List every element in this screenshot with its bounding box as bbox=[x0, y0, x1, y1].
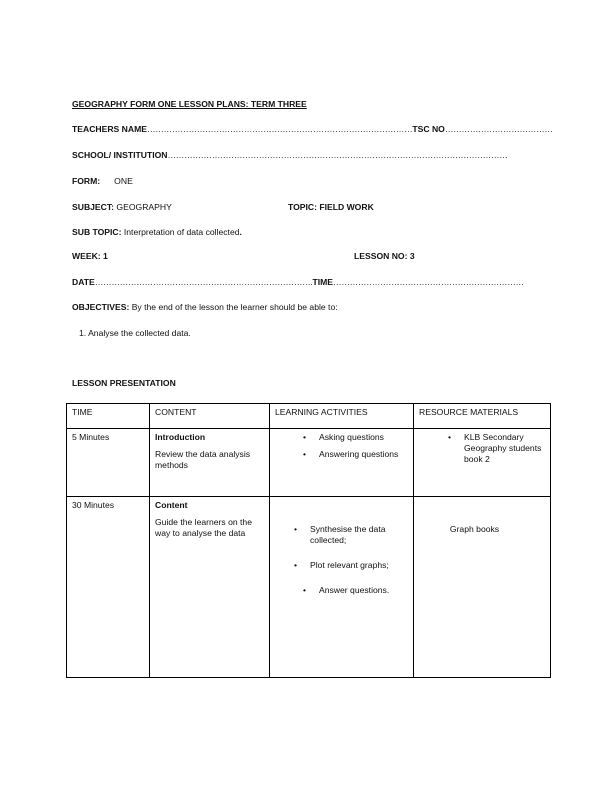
subject-line: SUBJECT: GEOGRAPHY bbox=[72, 202, 172, 212]
date-time-line: DATE…………………………………………………………………….TIME…………………………………………………………… bbox=[72, 277, 524, 287]
resources-cell bbox=[414, 429, 551, 497]
list-item: • Synthesise the data collected; bbox=[310, 524, 408, 546]
table-row bbox=[67, 497, 551, 678]
activities-cell bbox=[270, 429, 414, 497]
header-cell: RESOURCE MATERIALS bbox=[414, 404, 551, 429]
presentation-heading: LESSON PRESENTATION bbox=[72, 378, 176, 388]
list-item: • KLB Secondary Geography students book 2 bbox=[464, 432, 542, 465]
objective-item: 1. Analyse the collected data. bbox=[79, 328, 191, 338]
list-item: • Answering questions bbox=[319, 449, 408, 460]
lesson-table bbox=[66, 403, 551, 678]
table-row bbox=[67, 429, 551, 497]
objectives-line: OBJECTIVES: By the end of the lesson the learner should be able to: bbox=[72, 302, 338, 312]
subtopic-line: SUB TOPIC: Interpretation of data collected. bbox=[72, 227, 242, 237]
header-cell: TIME bbox=[67, 404, 150, 429]
list-item: • Plot relevant graphs; bbox=[310, 560, 408, 571]
document-title: GEOGRAPHY FORM ONE LESSON PLANS: TERM THREE bbox=[72, 99, 307, 109]
list-item: • Answer questions. bbox=[319, 585, 408, 596]
header-cell: CONTENT bbox=[150, 404, 270, 429]
list-item: • Asking questions bbox=[319, 432, 408, 443]
form-line: FORM: ONE bbox=[72, 176, 133, 186]
header-cell: LEARNING ACTIVITIES bbox=[270, 404, 414, 429]
teachers-name-line: TEACHERS NAME……………………………………………………………………………………TSC NO………………………………… bbox=[72, 124, 553, 134]
content-cell: Content Guide the learners on the way to analyse the data bbox=[150, 497, 270, 678]
week: WEEK: 1 bbox=[72, 251, 108, 261]
lesson-no: LESSON NO: 3 bbox=[354, 251, 415, 261]
topic: TOPIC: FIELD WORK bbox=[288, 202, 374, 212]
table-header-row bbox=[67, 404, 551, 429]
resources-cell: Graph books bbox=[414, 497, 551, 678]
time-cell: 5 Minutes bbox=[67, 429, 150, 497]
school-line: SCHOOL/ INSTITUTION…………………………………………………………………………………………………………… bbox=[72, 150, 508, 160]
activities-cell bbox=[270, 497, 414, 678]
content-cell: Introduction Review the data analysis methods bbox=[150, 429, 270, 497]
time-cell: 30 Minutes bbox=[67, 497, 150, 678]
